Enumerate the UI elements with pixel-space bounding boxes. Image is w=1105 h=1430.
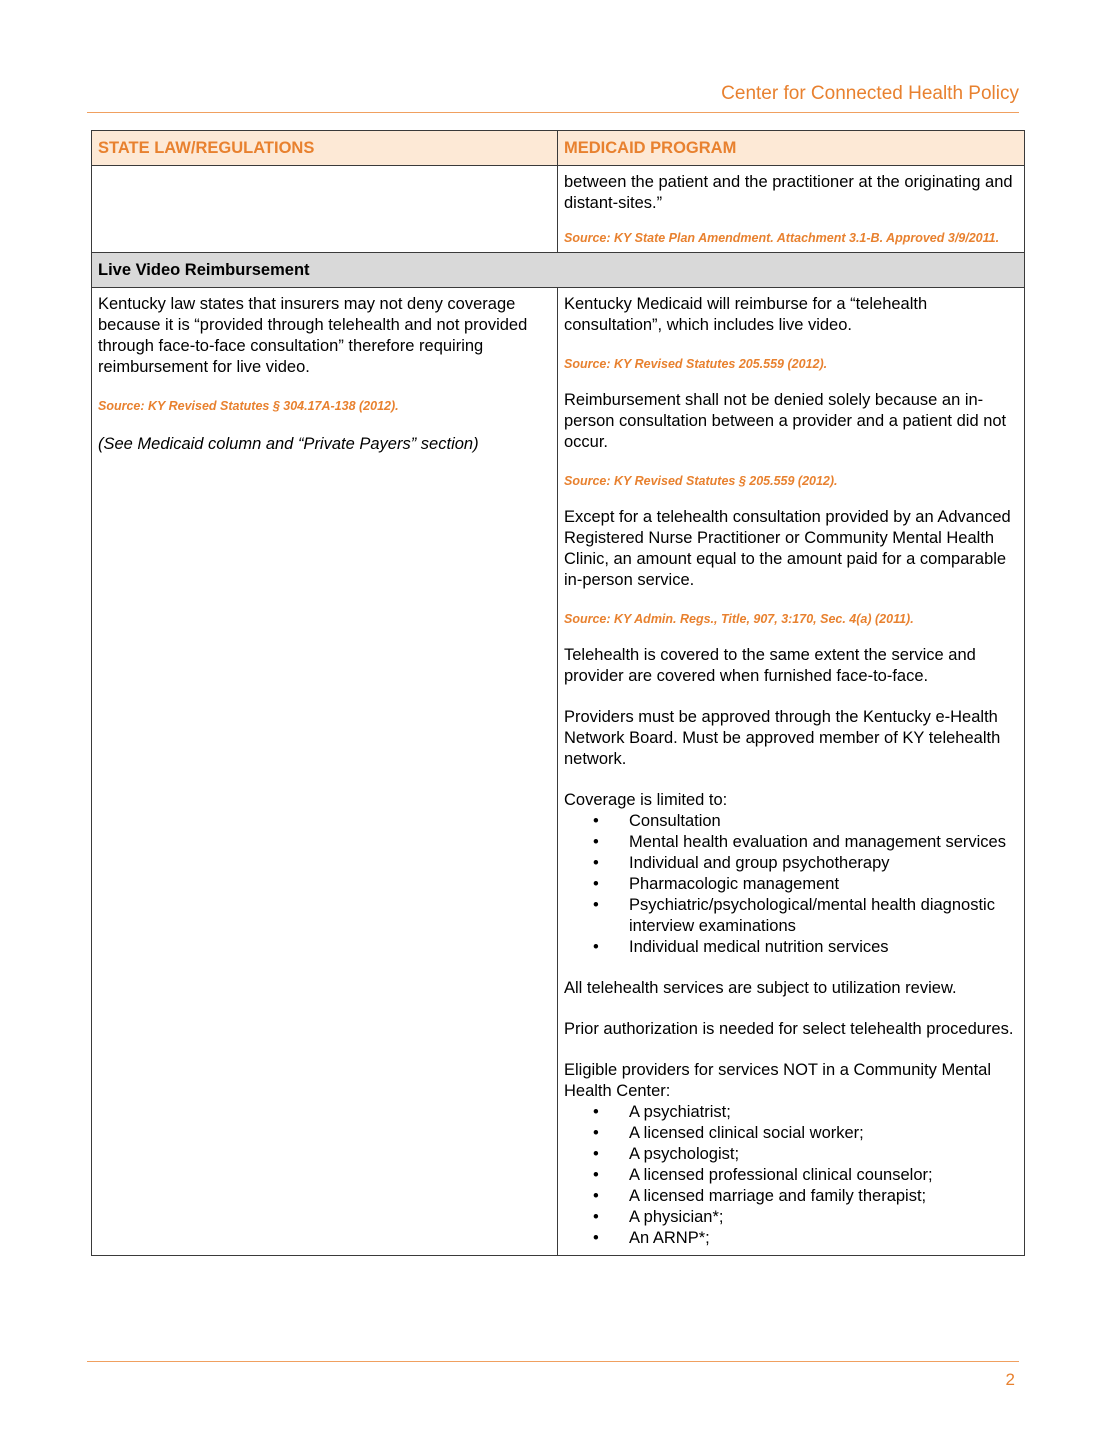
list-item: • Mental health evaluation and management services [593, 833, 1006, 851]
bullet-icon: • [593, 875, 599, 893]
provider-list [564, 1102, 1018, 1249]
bullet-icon: • [593, 812, 599, 830]
medicaid-paragraph: Except for a telehealth consultation provided by an Advanced Registered Nurse Practitioner or Community Mental Health Clinic, an amount equal to the amount paid for a comparable in-person service. [564, 508, 1011, 589]
bullet-icon: • [593, 833, 599, 851]
source-citation: Source: KY Revised Statutes § 205.559 (2012). [564, 474, 838, 488]
source-citation: Source: KY Admin. Regs., Title, 907, 3:170, Sec. 4(a) (2011). [564, 612, 914, 626]
bullet-icon: • [593, 854, 599, 872]
table-row-continued [92, 166, 1025, 253]
source-citation: Source: KY Revised Statutes § 304.17A-138 (2012). [98, 399, 399, 413]
medicaid-paragraph: Prior authorization is needed for select telehealth procedures. [564, 1020, 1014, 1038]
table-header-row [92, 131, 1025, 166]
list-item: • Psychiatric/psychological/mental health diagnostic interview examinations [593, 896, 995, 935]
page-number: 2 [1005, 1370, 1015, 1389]
policy-table [91, 130, 1025, 1256]
list-item: • A licensed professional clinical counselor; [593, 1166, 933, 1184]
page-footer [87, 1361, 1019, 1389]
bullet-icon: • [593, 1229, 599, 1247]
list-item: • A psychiatrist; [593, 1103, 731, 1121]
medicaid-paragraph: Kentucky Medicaid will reimburse for a “telehealth consultation”, which includes live video. [564, 295, 928, 334]
list-item: • Individual medical nutrition services [593, 938, 889, 956]
source-citation: Source: KY Revised Statutes 205.559 (2012). [564, 357, 828, 371]
list-item: • Pharmacologic management [593, 875, 840, 893]
coverage-list [564, 811, 1018, 958]
section-title: Live Video Reimbursement [92, 253, 1025, 288]
coverage-intro: Coverage is limited to: [564, 791, 728, 809]
bullet-icon: • [593, 1208, 599, 1226]
bullet-icon: • [593, 1166, 599, 1184]
list-item: • A psychologist; [593, 1145, 740, 1163]
medicaid-cell-continued [558, 166, 1025, 253]
bullet-icon: • [593, 1187, 599, 1205]
page-header [87, 82, 1019, 113]
state-law-cell-empty [92, 166, 558, 253]
source-citation: Source: KY State Plan Amendment. Attachment 3.1-B. Approved 3/9/2011. [564, 231, 1000, 245]
bullet-icon: • [593, 1103, 599, 1121]
org-title: Center for Connected Health Policy [721, 83, 1019, 104]
list-item: • Consultation [593, 812, 721, 830]
column-header-state-law: STATE LAW/REGULATIONS [92, 131, 558, 166]
bullet-icon: • [593, 896, 599, 914]
medicaid-cell [558, 288, 1025, 1256]
medicaid-paragraph: Providers must be approved through the Kentucky e-Health Network Board. Must be approved member of KY telehealth network. [564, 708, 1001, 768]
continued-text: between the patient and the practitioner at the originating and distant-sites.” [564, 173, 1013, 212]
medicaid-paragraph: Reimbursement shall not be denied solely because an in-person consultation between a provider and a patient did not occur. [564, 391, 1007, 451]
providers-intro: Eligible providers for services NOT in a Community Mental Health Center: [564, 1061, 992, 1100]
bullet-icon: • [593, 938, 599, 956]
bullet-icon: • [593, 1145, 599, 1163]
list-item: • Individual and group psychotherapy [593, 854, 890, 872]
list-item: • A physician*; [593, 1208, 724, 1226]
list-item: • An ARNP*; [593, 1229, 710, 1247]
see-also-note: (See Medicaid column and “Private Payers” section) [98, 435, 479, 453]
table-row-live-video [92, 288, 1025, 1256]
list-item: • A licensed marriage and family therapist; [593, 1187, 927, 1205]
state-law-text: Kentucky law states that insurers may not deny coverage because it is “provided through telehealth and not provided through face-to-face consultation” therefore requiring reimbursement for live video. [98, 295, 528, 376]
state-law-cell [92, 288, 558, 1256]
list-item: • A licensed clinical social worker; [593, 1124, 864, 1142]
medicaid-paragraph: All telehealth services are subject to utilization review. [564, 979, 957, 997]
column-header-medicaid: MEDICAID PROGRAM [558, 131, 1025, 166]
medicaid-paragraph: Telehealth is covered to the same extent the service and provider are covered when furnished face-to-face. [564, 646, 976, 685]
section-row-live-video [92, 253, 1025, 288]
bullet-icon: • [593, 1124, 599, 1142]
